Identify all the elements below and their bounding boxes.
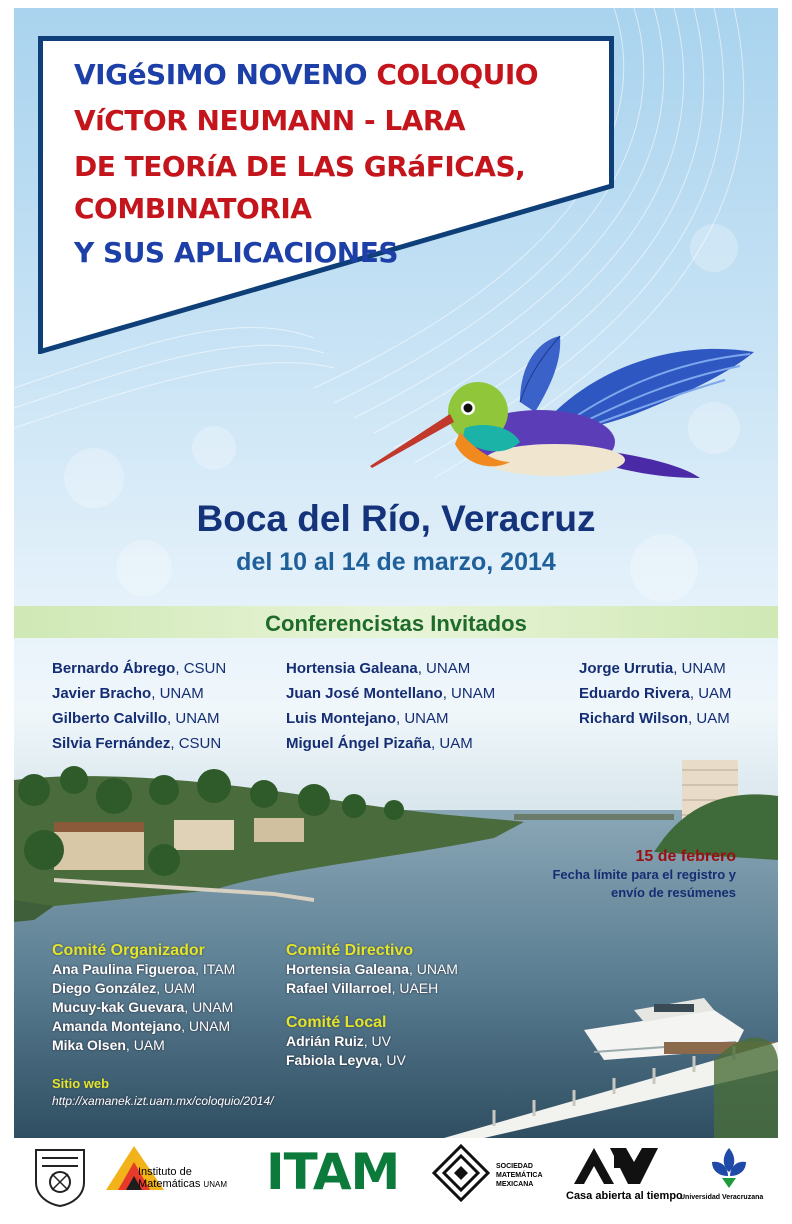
speaker-entry: Jorge Urrutia, UNAM (579, 660, 726, 677)
committee-member: Fabiola Leyva, UV (286, 1052, 406, 1068)
speaker-entry: Bernardo Ábrego, CSUN (52, 660, 227, 677)
smm-emblem-icon (432, 1144, 490, 1202)
title-line-3: DE TEORíA DE LAS GRáFICAS, (74, 150, 526, 183)
uv-flower-icon (706, 1144, 752, 1190)
uam-emblem-icon (570, 1144, 666, 1188)
invited-speakers-heading: Conferencistas Invitados (265, 611, 527, 636)
speaker-entry: Luis Montejano, UNAM (286, 710, 449, 727)
instituto-matematicas-logo (104, 1144, 254, 1216)
website-link[interactable]: http://xamanek.izt.uam.mx/coloquio/2014/ (52, 1094, 274, 1108)
speaker-entry: Silvia Fernández, CSUN (52, 735, 222, 752)
sponsor-logos (0, 1140, 792, 1224)
local-committee (286, 1014, 406, 1070)
uv-logo (680, 1144, 780, 1218)
speaker-entry: Javier Bracho, UNAM (52, 685, 204, 702)
speaker-entry: Gilberto Calvillo, UNAM (52, 710, 220, 727)
speaker-entry: Hortensia Galeana, UNAM (286, 660, 471, 677)
organizing-committee (52, 942, 235, 1055)
smm-logo (432, 1144, 572, 1214)
speaker-entry: Richard Wilson, UAM (579, 710, 730, 727)
itam-logo: ITAM (266, 1143, 400, 1201)
im-name-line-1: Instituto de (138, 1166, 192, 1178)
title-line-2: VíCTOR NEUMANN - LARA (74, 104, 466, 137)
committee-member: Ana Paulina Figueroa, ITAM (52, 961, 236, 977)
committee-member: Hortensia Galeana, UNAM (286, 961, 458, 977)
speaker-entry: Juan José Montellano, UNAM (286, 685, 496, 702)
organizing-committee-heading: Comité Organizador (52, 942, 205, 959)
unam-shield-icon (32, 1146, 88, 1208)
directive-committee-heading: Comité Directivo (286, 942, 414, 959)
title-line-5: Y SUS APLICACIONES (74, 236, 399, 269)
committee-member: Amanda Montejano, UNAM (52, 1018, 231, 1034)
committee-member: Mika Olsen, UAM (52, 1037, 165, 1053)
title-line-4: COMBINATORIA (74, 192, 312, 225)
uv-name: Universidad Veracruzana (680, 1194, 764, 1201)
speaker-entry: Miguel Ángel Pizaña, UAM (286, 735, 473, 752)
title-edition: VIGéSIMO NOVENO (74, 58, 368, 91)
committee-member: Adrián Ruiz, UV (286, 1033, 392, 1049)
title-coloquio: COLOQUIO (376, 58, 539, 91)
deadline-text-1: Fecha límite para el registro y (552, 867, 736, 882)
deadline-date: 15 de febrero (635, 848, 736, 865)
hummingbird-illustration (370, 332, 760, 502)
uam-logo (566, 1144, 683, 1214)
title-line-1 (74, 58, 538, 91)
directive-committee (286, 942, 458, 998)
committee-member: Diego González, UAM (52, 980, 196, 996)
local-committee-heading: Comité Local (286, 1014, 387, 1031)
smm-line-3: MEXICANA (496, 1181, 534, 1188)
registration-deadline (552, 848, 736, 902)
speaker-entry: Eduardo Rivera, UAM (579, 685, 732, 702)
speakers-column-3 (579, 656, 732, 731)
smm-line-1: SOCIEDAD (496, 1163, 533, 1170)
smm-line-2: MATEMÁTICA (496, 1172, 543, 1179)
committee-member: Mucuy-kak Guevara, UNAM (52, 999, 234, 1015)
speakers-column-2 (286, 656, 495, 756)
im-name-line-2: Matemáticas UNAM (138, 1178, 227, 1190)
location: Boca del Río, Veracruz (196, 498, 596, 539)
deadline-text-2: envío de resúmenes (611, 885, 736, 900)
speakers-column-1 (52, 656, 226, 756)
uam-motto: Casa abierta al tiempo (566, 1190, 683, 1202)
website-label: Sitio web (52, 1076, 110, 1091)
event-dates: del 10 al 14 de marzo, 2014 (236, 548, 556, 576)
poster (14, 8, 778, 1138)
committee-member: Rafael Villarroel, UAEH (286, 980, 439, 996)
